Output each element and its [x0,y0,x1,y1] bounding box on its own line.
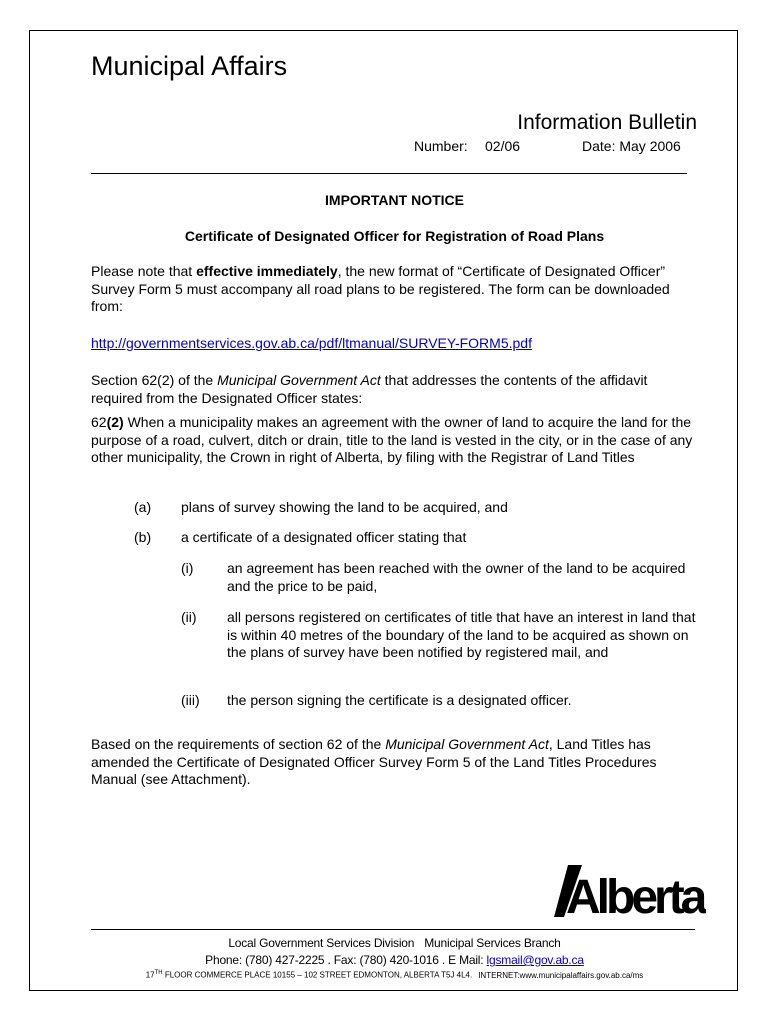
item-a-label: (a) [134,499,152,515]
section-intro-text-start: Section 62(2) of the [91,372,218,388]
subitem-iii-text: the person signing the certificate is a designated officer. [227,692,572,708]
intro-text-end: , the new format of “Certificate of Designated Officer” Survey Form 5 must accompany all road plans to be registered. The form can be downloaded from: [91,263,670,314]
clause-number: 62 [91,414,107,430]
section-intro-paragraph [91,372,701,407]
notice-subheading: Certificate of Designated Officer for Registration of Road Plans [184,228,605,244]
bulletin-page [29,30,738,991]
section-intro-text-end: that addresses the contents of the affidavit required from the Designated Officer states: [91,372,648,406]
footer-internet: INTERNET:www.municipalaffairs.gov.ab.ca/ms [478,970,644,980]
footer-street-address: FLOOR COMMERCE PLACE 10155 – 102 STREET EDMONTON, ALBERTA T5J 4L4. [162,970,473,980]
closing-text-end: , Land Titles has amended the Certificate of Designated Officer Survey Form 5 of the Land Titles Procedures Manual (see Attachment). [91,736,657,787]
footer-contact [30,953,759,967]
bulletin-number: 02/06 [485,138,521,154]
download-link[interactable]: http://governmentservices.gov.ab.ca/pdf/ltmanual/SURVEY-FORM5.pdf [91,335,532,351]
alberta-logo [546,863,706,919]
item-a-text: plans of survey showing the land to be acquired, and [181,499,508,515]
clause-subsection: (2) [106,414,124,430]
header-divider [91,173,687,174]
subitem-iii-label: (iii) [181,692,200,708]
bulletin-number-label: Number: [414,138,468,154]
alberta-logo-wordmark: Alberta [566,871,704,919]
subitem-ii-label: (ii) [181,609,197,625]
footer-organization [30,936,759,950]
item-b-label: (b) [134,529,152,545]
footer-email-link[interactable]: lgsmail@gov.ab.ca [486,953,584,967]
footer-address [30,970,759,980]
download-link-paragraph [91,335,701,353]
footer-phone-fax: Phone: (780) 427-2225 . Fax: (780) 420-1016 . E Mail: [205,953,487,967]
closing-paragraph [91,736,701,789]
footer-divider [91,929,695,930]
subitem-i-text: an agreement has been reached with the owner of the land to be acquired and the price to be paid, [227,560,686,594]
closing-act-name: Municipal Government Act [385,736,549,752]
footer-floor-number: 17 [145,970,155,980]
footer-branch: Municipal Services Branch [424,936,561,950]
bulletin-title: Information Bulletin [517,111,697,134]
footer-division: Local Government Services Division [228,936,415,950]
department-title: Municipal Affairs [91,51,288,81]
notice-heading: IMPORTANT NOTICE [325,192,464,208]
clause-text: When a municipality makes an agreement with the owner of land to acquire the land for the purpose of a road, culvert, ditch or drain, title to the land is vested in the city, or in the case of any other municipality, the Crown in right of Alberta, by filing with the Registrar of Land Titles [91,414,693,465]
act-name: Municipal Government Act [217,372,381,388]
subitem-ii-text: all persons registered on certificates of title that have an interest in land that is within 40 metres of the boundary of the land to be acquired as shown on the plans of survey have been notified by registered mail, and [227,609,696,660]
intro-emphasis: effective immediately [196,263,338,279]
closing-text-start: Based on the requirements of section 62 of the [91,736,386,752]
intro-text-start: Please note that [91,263,197,279]
clause-paragraph [91,414,701,467]
footer-floor-suffix: TH [154,970,163,976]
bulletin-date: Date: May 2006 [582,138,681,154]
subitem-i-label: (i) [181,560,194,576]
intro-paragraph [91,263,701,316]
item-b-text: a certificate of a designated officer stating that [181,529,467,545]
